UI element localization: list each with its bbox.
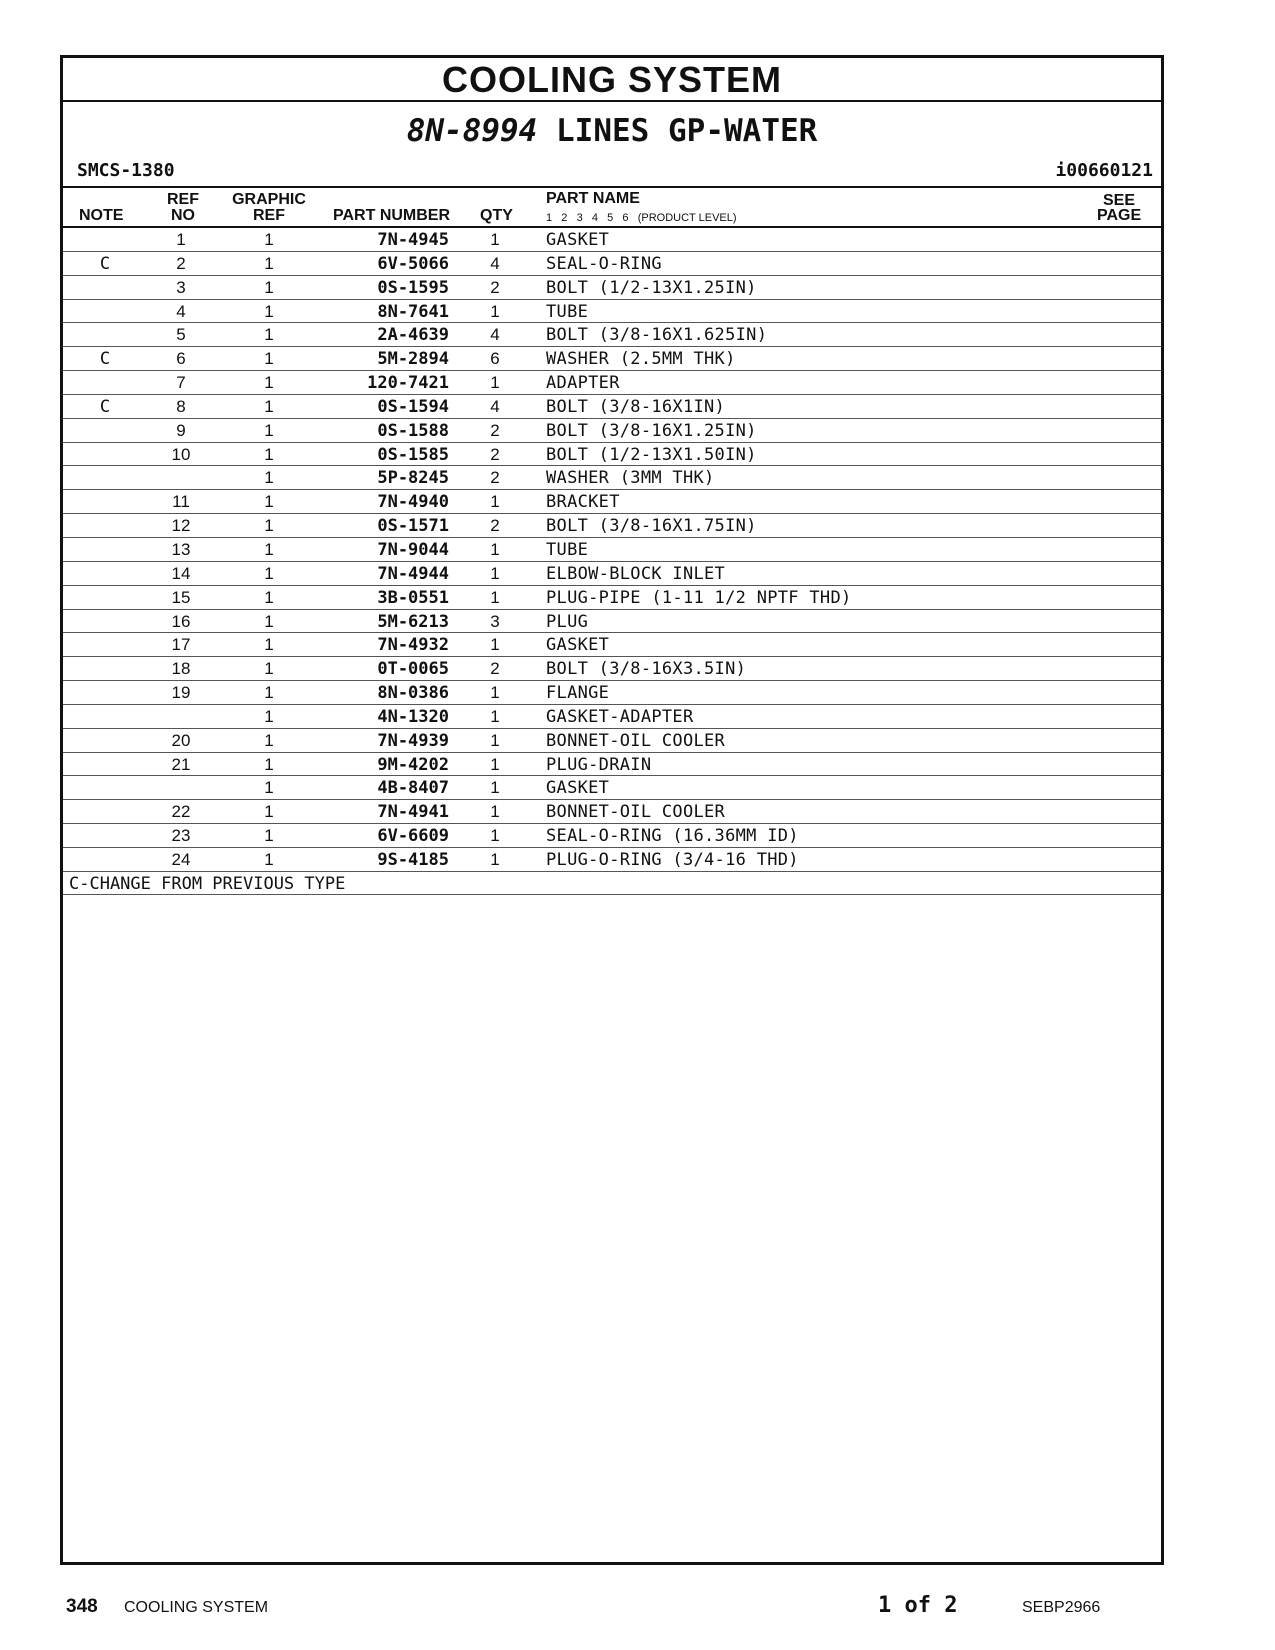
cell-part-number: 7N-4945: [377, 230, 449, 250]
cell-part-name: PLUG-O-RING (3/4-16 THD): [546, 849, 799, 870]
col-part-name: PART NAME: [546, 190, 640, 207]
cell-graphic-ref: 1: [264, 778, 274, 798]
col-graphic-ref-2: REF: [253, 207, 285, 224]
cell-graphic-ref: 1: [264, 563, 274, 583]
cell-part-number: 8N-0386: [377, 683, 449, 704]
cell-qty: 1: [490, 563, 500, 583]
page-number: 348: [66, 1596, 98, 1617]
smcs-code: SMCS-1380: [77, 160, 175, 181]
cell-qty: 1: [490, 706, 500, 726]
cell-graphic-ref: 1: [264, 539, 274, 559]
cell-part-name: PLUG-DRAIN: [546, 754, 652, 775]
cell-part-name: PLUG: [546, 611, 589, 632]
cell-graphic-ref: 1: [264, 373, 274, 393]
cell-note: C: [99, 396, 111, 417]
cell-ref-no: 14: [171, 563, 191, 583]
cell-ref-no: 5: [176, 325, 186, 345]
cell-part-number: 8N-7641: [377, 301, 449, 322]
cell-part-name: BOLT (1/2-13X1.25IN): [546, 277, 757, 298]
cell-part-name: BOLT (3/8-16X1.625IN): [546, 325, 768, 346]
parts-page-frame: [60, 55, 1164, 1565]
table-row: [63, 562, 1161, 586]
cell-graphic-ref: 1: [264, 635, 274, 655]
cell-graphic-ref: 1: [264, 849, 274, 869]
cell-part-number: 7N-4932: [377, 635, 449, 656]
cell-part-number: 7N-4944: [377, 563, 449, 584]
cell-qty: 2: [490, 516, 500, 536]
table-row: [63, 538, 1161, 562]
cell-qty: 2: [490, 277, 500, 297]
page-of: 1 of 2: [878, 1593, 958, 1618]
cell-graphic-ref: 1: [264, 754, 274, 774]
table-row: [63, 347, 1161, 371]
parts-table-body: [63, 228, 1161, 872]
table-row: [63, 323, 1161, 347]
cell-ref-no: 11: [172, 492, 190, 512]
illustration-id: i00660121: [1055, 160, 1153, 181]
cell-qty: 1: [490, 778, 500, 798]
cell-qty: 2: [490, 659, 500, 679]
col-graphic-ref-1: GRAPHIC: [232, 191, 306, 208]
cell-note: C: [99, 349, 111, 370]
cell-graphic-ref: 1: [264, 253, 274, 273]
cell-part-name: BOLT (1/2-13X1.50IN): [546, 444, 757, 465]
cell-note: C: [99, 253, 111, 274]
cell-part-number: 7N-9044: [377, 539, 449, 560]
cell-ref-no: 1: [176, 230, 186, 249]
cell-part-number: 0T-0065: [377, 659, 449, 680]
cell-graphic-ref: 1: [264, 826, 274, 846]
cell-part-number: 7N-4940: [377, 492, 449, 513]
cell-ref-no: 21: [171, 754, 191, 774]
col-part-number: PART NUMBER: [333, 207, 451, 224]
cell-part-name: BONNET-OIL COOLER: [546, 802, 726, 823]
cell-ref-no: 3: [176, 277, 186, 297]
cell-part-number: 0S-1594: [377, 396, 449, 417]
table-header: [63, 188, 1161, 228]
doc-id: SEBP2966: [1022, 1599, 1101, 1616]
cell-ref-no: 16: [171, 611, 191, 631]
table-row: [63, 371, 1161, 395]
cell-qty: 3: [490, 611, 500, 631]
cell-qty: 2: [490, 420, 500, 440]
cell-part-number: 7N-4941: [377, 802, 449, 823]
cell-part-name: BOLT (3/8-16X3.5IN): [546, 659, 747, 680]
table-row: [63, 776, 1161, 800]
cell-qty: 1: [490, 492, 500, 512]
cell-ref-no: 10: [171, 444, 191, 464]
change-footnote: [63, 872, 1161, 895]
cell-part-name: GASKET: [546, 778, 610, 799]
cell-graphic-ref: 1: [264, 468, 274, 488]
cell-graphic-ref: 1: [264, 277, 274, 297]
product-level-scale: 1 2 3 4 5 6 (PRODUCT LEVEL): [546, 212, 737, 224]
table-row: [63, 252, 1161, 276]
cell-part-number: 6V-5066: [377, 253, 449, 274]
table-row: [63, 228, 1161, 252]
cell-ref-no: 4: [176, 301, 186, 321]
group-part-number: 8N-8994: [406, 113, 538, 149]
cell-graphic-ref: 1: [264, 301, 274, 321]
cell-ref-no: 20: [171, 730, 191, 750]
col-note: NOTE: [79, 207, 124, 224]
col-see-page-2: PAGE: [1097, 207, 1142, 224]
cell-part-name: WASHER (3MM THK): [546, 468, 715, 489]
cell-graphic-ref: 1: [264, 230, 274, 249]
cell-qty: 6: [490, 349, 500, 369]
cell-graphic-ref: 1: [264, 587, 274, 607]
table-row: [63, 466, 1161, 490]
cell-qty: 1: [490, 230, 500, 249]
col-ref-1: REF: [167, 191, 199, 208]
cell-qty: 1: [490, 587, 500, 607]
table-row: [63, 681, 1161, 705]
cell-part-name: ELBOW-BLOCK INLET: [546, 563, 726, 584]
cell-graphic-ref: 1: [264, 611, 274, 631]
table-row: [63, 657, 1161, 681]
col-qty: QTY: [480, 207, 513, 224]
cell-part-name: PLUG-PIPE (1-11 1/2 NPTF THD): [546, 587, 852, 608]
cell-part-number: 0S-1588: [377, 420, 449, 441]
cell-part-number: 4N-1320: [377, 706, 449, 727]
cell-graphic-ref: 1: [264, 659, 274, 679]
cell-qty: 4: [490, 325, 500, 345]
cell-part-number: 0S-1595: [377, 277, 449, 298]
cell-part-name: WASHER (2.5MM THK): [546, 349, 736, 370]
cell-part-number: 9M-4202: [377, 754, 449, 775]
cell-qty: 1: [490, 683, 500, 703]
cell-ref-no: 13: [171, 539, 191, 559]
cell-ref-no: 24: [171, 849, 191, 869]
footnote-text: C-CHANGE FROM PREVIOUS TYPE: [69, 873, 346, 894]
cell-graphic-ref: 1: [264, 802, 274, 822]
table-row: [63, 276, 1161, 300]
cell-qty: 4: [490, 396, 500, 416]
cell-part-number: 2A-4639: [377, 325, 449, 346]
group-title: [63, 102, 1161, 156]
cell-ref-no: 8: [176, 396, 186, 416]
cell-part-name: BRACKET: [546, 492, 620, 513]
table-row: [63, 848, 1161, 872]
table-row: [63, 490, 1161, 514]
cell-part-name: SEAL-O-RING (16.36MM ID): [546, 826, 799, 847]
table-row: [63, 419, 1161, 443]
cell-part-name: BOLT (3/8-16X1.75IN): [546, 516, 757, 537]
table-row: [63, 443, 1161, 467]
cell-graphic-ref: 1: [264, 516, 274, 536]
cell-part-name: GASKET-ADAPTER: [546, 706, 694, 727]
cell-graphic-ref: 1: [264, 420, 274, 440]
cell-graphic-ref: 1: [264, 349, 274, 369]
table-row: [63, 705, 1161, 729]
cell-qty: 2: [490, 468, 500, 488]
cell-part-number: 5P-8245: [377, 468, 449, 489]
cell-part-number: 6V-6609: [377, 826, 449, 847]
cell-graphic-ref: 1: [264, 730, 274, 750]
cell-ref-no: 23: [171, 826, 191, 846]
group-name: LINES GP-WATER: [556, 113, 818, 149]
cell-graphic-ref: 1: [264, 444, 274, 464]
cell-part-number: 120-7421: [367, 373, 449, 394]
cell-qty: 1: [490, 373, 500, 393]
cell-qty: 1: [490, 802, 500, 822]
footer-section: COOLING SYSTEM: [124, 1599, 269, 1616]
table-row: [63, 729, 1161, 753]
cell-ref-no: 19: [171, 683, 191, 703]
cell-part-number: 7N-4939: [377, 730, 449, 751]
cell-qty: 1: [490, 539, 500, 559]
cell-ref-no: 9: [176, 420, 186, 440]
cell-part-name: TUBE: [546, 539, 589, 560]
table-row: [63, 633, 1161, 657]
cell-qty: 1: [490, 849, 500, 869]
cell-part-name: SEAL-O-RING: [546, 253, 662, 274]
cell-graphic-ref: 1: [264, 492, 274, 512]
cell-graphic-ref: 1: [264, 396, 274, 416]
table-row: [63, 395, 1161, 419]
cell-qty: 4: [490, 253, 500, 273]
cell-part-name: ADAPTER: [546, 373, 620, 394]
cell-graphic-ref: 1: [264, 325, 274, 345]
table-row: [63, 300, 1161, 324]
cell-ref-no: 22: [171, 802, 191, 822]
table-row: [63, 800, 1161, 824]
cell-part-number: 0S-1571: [377, 516, 449, 537]
cell-graphic-ref: 1: [264, 706, 274, 726]
cell-qty: 1: [490, 635, 500, 655]
table-row: [63, 753, 1161, 777]
col-see-page-1: SEE: [1102, 192, 1135, 209]
cell-ref-no: 15: [171, 587, 191, 607]
cell-qty: 2: [490, 444, 500, 464]
meta-row: [63, 156, 1161, 188]
cell-qty: 1: [490, 730, 500, 750]
table-row: [63, 514, 1161, 538]
table-row: [63, 586, 1161, 610]
cell-part-name: GASKET: [546, 635, 610, 656]
page-footer: [0, 1592, 1275, 1622]
cell-ref-no: 12: [171, 516, 191, 536]
cell-ref-no: 17: [171, 635, 191, 655]
cell-part-number: 5M-6213: [377, 611, 449, 632]
cell-part-name: FLANGE: [546, 683, 610, 704]
cell-ref-no: 6: [176, 349, 186, 369]
cell-qty: 1: [490, 301, 500, 321]
col-ref-2: NO: [171, 207, 195, 224]
cell-qty: 1: [490, 754, 500, 774]
cell-ref-no: 18: [171, 659, 191, 679]
cell-qty: 1: [490, 826, 500, 846]
cell-part-number: 9S-4185: [377, 849, 449, 870]
cell-part-name: BOLT (3/8-16X1IN): [546, 396, 726, 417]
table-row: [63, 824, 1161, 848]
section-title: COOLING SYSTEM: [63, 58, 1161, 102]
cell-part-name: BOLT (3/8-16X1.25IN): [546, 420, 757, 441]
cell-ref-no: 2: [176, 253, 186, 273]
cell-part-number: 0S-1585: [377, 444, 449, 465]
table-row: [63, 610, 1161, 634]
cell-ref-no: 7: [176, 373, 186, 393]
cell-part-number: 3B-0551: [377, 587, 449, 608]
cell-part-name: BONNET-OIL COOLER: [546, 730, 726, 751]
cell-graphic-ref: 1: [264, 683, 274, 703]
cell-part-number: 5M-2894: [377, 349, 449, 370]
cell-part-name: TUBE: [546, 301, 589, 322]
cell-part-number: 4B-8407: [377, 778, 449, 799]
cell-part-name: GASKET: [546, 230, 610, 250]
